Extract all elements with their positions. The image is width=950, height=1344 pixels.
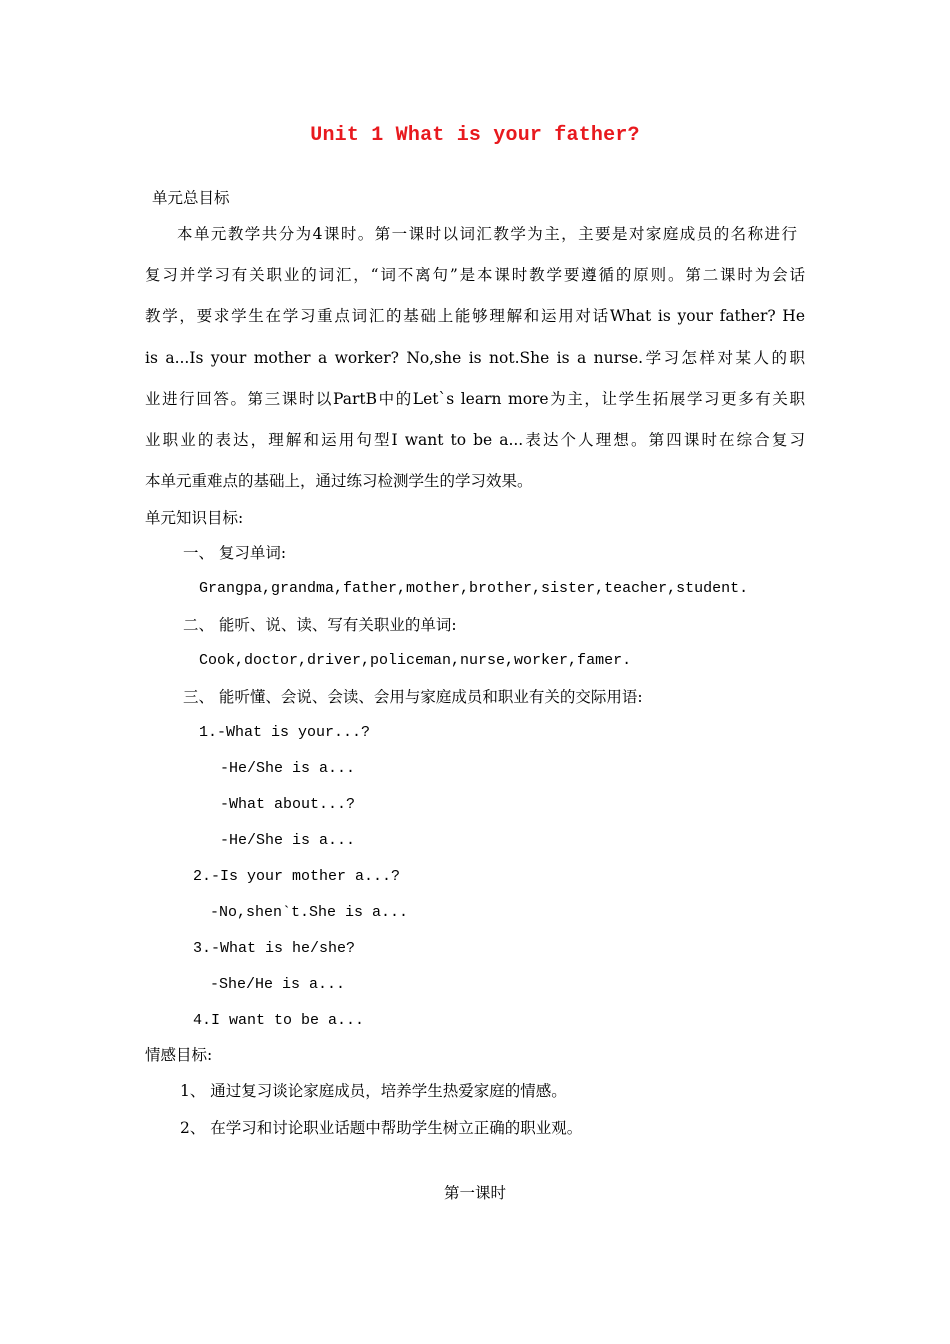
intro-line: 教学，要求学生在学习重点词汇的基础上能够理解和运用对话What is your father? He — [145, 307, 805, 325]
emotion-heading: 情感目标: — [145, 1046, 213, 1064]
section-label: 一、 复习单词: — [183, 544, 287, 562]
lesson-heading: 第一课时 — [443, 1184, 506, 1202]
intro-line: 复习并学习有关职业的词汇，“词不离句”是本课时教学要遵循的原则。第二课时为会话 — [145, 266, 805, 284]
dialogue-line: -No,shen`t.She is a... — [210, 904, 409, 921]
unit-goal-heading: 单元总目标 — [152, 189, 230, 207]
dialogue-line: -He/She is a... — [220, 760, 356, 777]
intro-line: 业职业的表达，理解和运用句型I want to be a...表达个人理想。第四课时在综合复习 — [145, 431, 805, 449]
dialogue-line: 1.-What is your...? — [199, 724, 371, 741]
intro-line: 本单元教学共分为4课时。第一课时以词汇教学为主，主要是对家庭成员的名称进行 — [177, 225, 797, 243]
section-label: 三、 能听懂、会说、会读、会用与家庭成员和职业有关的交际用语: — [183, 688, 643, 706]
intro-line: is a...Is your mother a worker? No,she is not.She is a nurse.学习怎样对某人的职 — [145, 349, 805, 367]
dialogue-line: 4.I want to be a... — [193, 1012, 365, 1029]
dialogue-line: -He/She is a... — [220, 832, 356, 849]
section-content: Cook,doctor,driver,policeman,nurse,worker,famer. — [199, 652, 632, 669]
dialogue-line: -What about...? — [220, 796, 356, 813]
page-title: Unit 1 What is your father? — [310, 124, 640, 147]
emotion-item: 1、 通过复习谈论家庭成员，培养学生热爱家庭的情感。 — [180, 1082, 567, 1100]
section-content: Grangpa,grandma,father,mother,brother,sister,teacher,student. — [199, 580, 749, 597]
dialogue-line: 3.-What is he/she? — [193, 940, 356, 957]
emotion-item: 2、 在学习和讨论职业话题中帮助学生树立正确的职业观。 — [180, 1119, 583, 1137]
intro-line: 本单元重难点的基础上，通过练习检测学生的学习效果。 — [145, 472, 533, 490]
intro-line: 业进行回答。第三课时以PartB中的Let`s learn more为主，让学生拓展学习更多有关职 — [145, 390, 805, 408]
knowledge-heading: 单元知识目标: — [145, 509, 244, 527]
dialogue-line: -She/He is a... — [210, 976, 346, 993]
section-label: 二、 能听、说、读、写有关职业的单词: — [183, 616, 457, 634]
dialogue-line: 2.-Is your mother a...? — [193, 868, 401, 885]
